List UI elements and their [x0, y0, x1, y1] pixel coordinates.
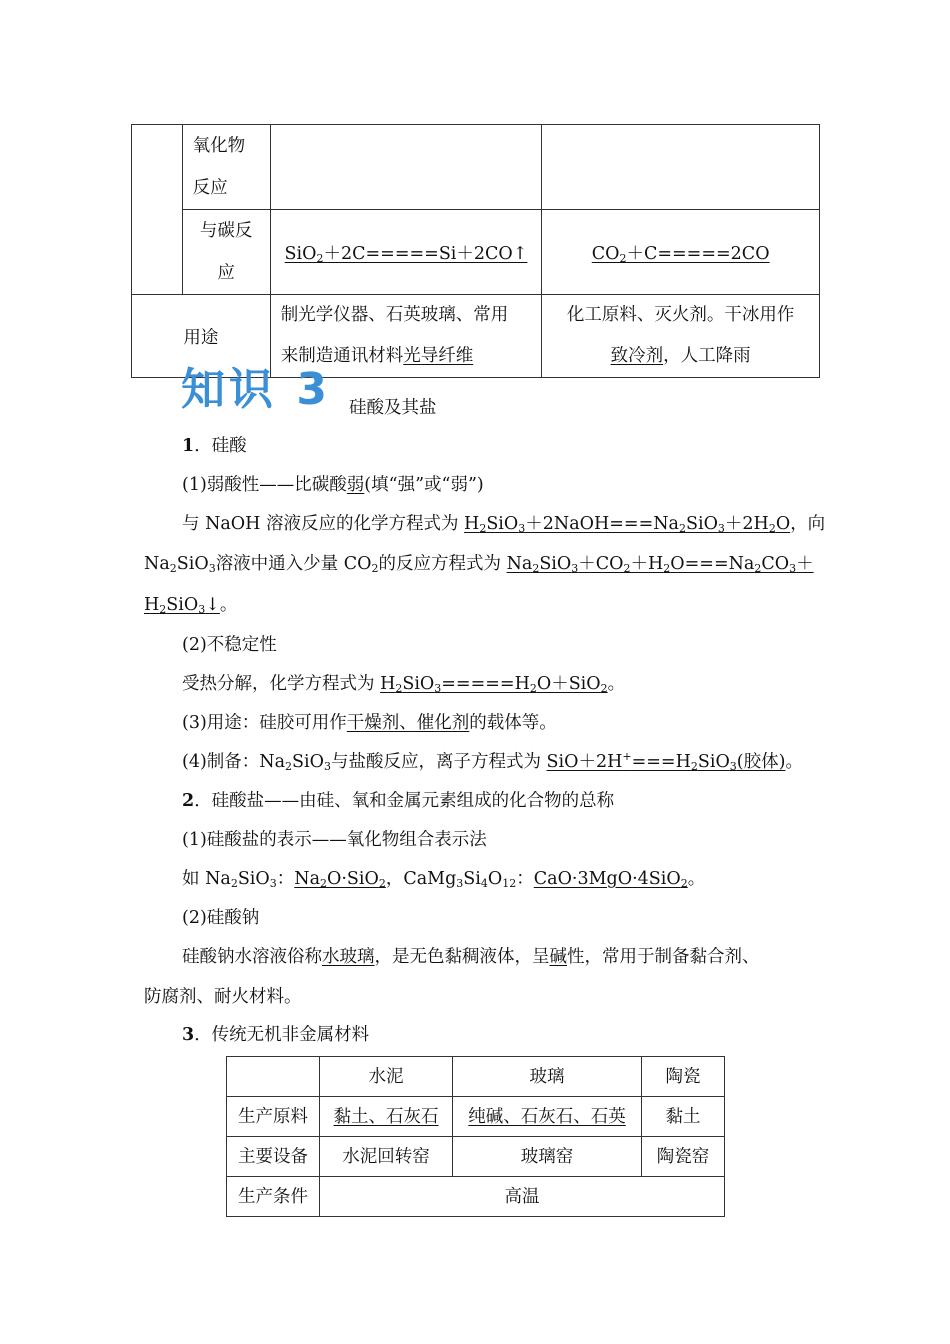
table-cell-empty	[132, 125, 183, 295]
row-label-oxide: 氧化物 反应	[182, 125, 270, 210]
materials-table	[226, 1056, 725, 1217]
cell-conditions: 高温	[320, 1177, 725, 1217]
cell-cement-equipment: 水泥回转窑	[320, 1137, 453, 1177]
row-label-conditions: 生产条件	[227, 1177, 320, 1217]
para-co2-reaction: $Na_2SiO_3$溶液中通入少量 $CO_2$的反应方程式为 $Na_2SiO_3+CO_2+H_2O===Na_2CO_3+$	[144, 554, 814, 575]
heading-silicates: 2．硅酸盐——由硅、氧和金属元素组成的化合物的总称	[182, 791, 615, 811]
heading-traditional-materials: 3．传统无机非金属材料	[182, 1025, 370, 1045]
table-header-cement: 水泥	[320, 1057, 453, 1097]
para-preparation: (4)制备：$Na_2SiO_3$与盐酸反应，离子方程式为 $SiO+2H^+===H_2SiO_3$(胶体)。	[182, 750, 803, 773]
row-label-raw-materials: 生产原料	[227, 1097, 320, 1137]
para-examples: 如 $Na_2SiO_3$：$Na_2O\cdot SiO_2$，$CaMg_3Si_4O_{12}$：CaO·3MgO·4SiO$_2$。	[182, 869, 706, 890]
section-subtitle: 硅酸及其盐	[349, 398, 437, 418]
cell-co2-carbon: $CO_2+C=====2CO$	[542, 210, 820, 295]
cell-sio2-use: 制光学仪器、石英玻璃、常用 来制造通讯材料光导纤维	[270, 295, 542, 378]
comparison-table	[131, 124, 820, 378]
para-decomposition: 受热分解，化学方程式为 $H_2SiO_3=====H_2O+SiO_2$。	[182, 674, 626, 695]
table-header-empty	[227, 1057, 320, 1097]
para-water-glass-cont: 防腐剂、耐火材料。	[144, 987, 302, 1007]
cell-ceramic-raw: 黏土	[642, 1097, 725, 1137]
cell-co2-oxide	[542, 125, 820, 210]
cell-sio2-oxide	[270, 125, 542, 210]
cell-co2-use: 化工原料、灭火剂。干冰用作 致冷剂，人工降雨	[542, 295, 820, 378]
para-representation: (1)硅酸盐的表示——氧化物组合表示法	[182, 830, 487, 850]
para-weak-acid: (1)弱酸性——比碳酸弱(填“强”或“弱”)	[182, 475, 484, 495]
para-water-glass: 硅酸钠水溶液俗称水玻璃，是无色黏稠液体，呈碱性，常用于制备黏合剂、	[182, 947, 760, 967]
row-label-use: 用途	[132, 295, 271, 378]
cell-glass-equipment: 玻璃窑	[453, 1137, 642, 1177]
para-instability: (2)不稳定性	[182, 635, 277, 655]
para-co2-reaction-cont: $H_2SiO_3↓$。	[144, 595, 238, 616]
para-use: (3)用途：硅胶可用作干燥剂、催化剂的载体等。	[182, 713, 557, 733]
section-heading	[181, 364, 437, 418]
heading-silicic-acid: 1．硅酸	[182, 436, 247, 456]
para-sodium-silicate: (2)硅酸钠	[182, 908, 260, 928]
row-label-equipment: 主要设备	[227, 1137, 320, 1177]
table-header-ceramic: 陶瓷	[642, 1057, 725, 1097]
section-title: 知识 3	[181, 364, 331, 415]
row-label-carbon: 与碳反 应	[182, 210, 270, 295]
para-naoh-reaction: 与 NaOH 溶液反应的化学方程式为 $H_2SiO_3+2NaOH===Na_2SiO_3+2H_2O$，向	[182, 514, 826, 535]
table-header-glass: 玻璃	[453, 1057, 642, 1097]
cell-glass-raw: 纯碱、石灰石、石英	[453, 1097, 642, 1137]
cell-cement-raw: 黏土、石灰石	[320, 1097, 453, 1137]
cell-sio2-carbon: SiO$_2$＋2C=====Si＋2CO↑	[270, 210, 542, 295]
cell-ceramic-equipment: 陶瓷窑	[642, 1137, 725, 1177]
